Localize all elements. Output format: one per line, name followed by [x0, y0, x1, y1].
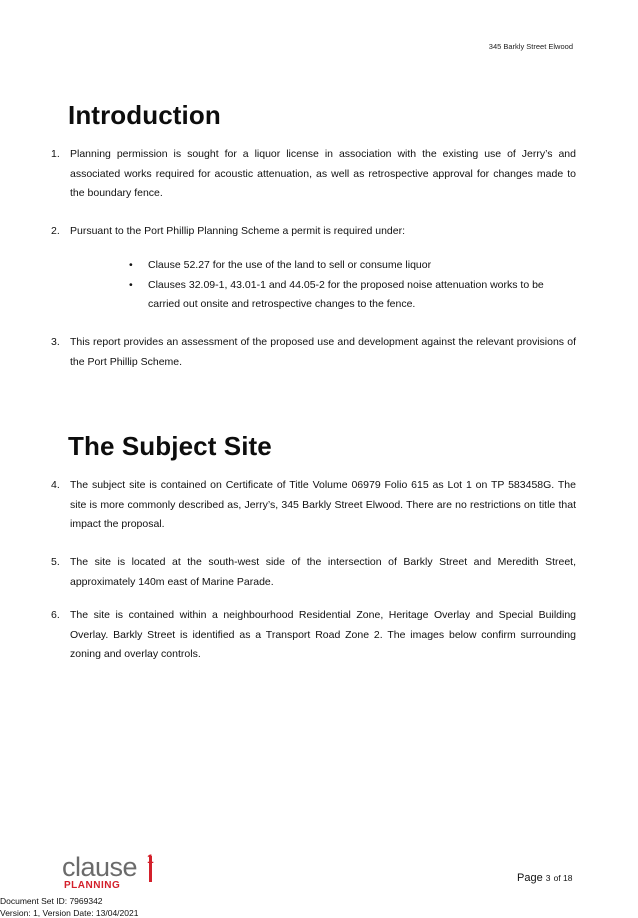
bullet-dot-icon: •	[129, 278, 133, 291]
section-heading-introduction: Introduction	[68, 100, 221, 130]
paragraph-text: The subject site is contained on Certificate of Title Volume 06979 Folio 615 as Lot 1 on TP 583458G. The site is more commonly described as, Jerry’s, 345 Barkly Street Elwood. There are no restrictions on title that impact the proposal.	[70, 479, 576, 530]
bullet-list	[129, 256, 574, 315]
paragraph-4	[51, 476, 576, 535]
logo-wordmark: clause	[62, 852, 138, 882]
paragraph-text: This report provides an assessment of the proposed use and development against the relevant provisions of the Port Phillip Scheme.	[70, 336, 576, 368]
paragraph-text: The site is located at the south-west side of the intersection of Barkly Street and Meredith Street, approximately 140m east of Marine Parade.	[70, 556, 576, 588]
paragraph-text: The site is contained within a neighbourhood Residential Zone, Heritage Overlay and Special Building Overlay. Barkly Street is identified as a Transport Road Zone 2. The images below confirm surrounding zoning and overlay controls.	[70, 609, 576, 660]
clause1-planning-logo	[62, 854, 158, 894]
paragraph-2	[51, 222, 576, 242]
paragraph-3	[51, 333, 576, 372]
paragraph-number: 5.	[51, 556, 60, 568]
bullet-text: Clause 52.27 for the use of the land to sell or consume liquor	[148, 259, 432, 271]
bullet-text: Clauses 32.09-1, 43.01-1 and 44.05-2 for the proposed noise attenuation works to be carried out onsite and retrospective changes to the fence.	[148, 278, 544, 310]
paragraph-1	[51, 145, 576, 204]
header-address: 345 Barkly Street Elwood	[488, 42, 573, 51]
paragraph-number: 4.	[51, 479, 60, 491]
logo-subtitle: PLANNING	[64, 880, 121, 891]
bullet-item	[129, 256, 574, 276]
paragraph-number: 6.	[51, 609, 60, 621]
paragraph-text: Planning permission is sought for a liquor license in association with the existing use of Jerry’s and associated works required for acoustic attenuation, as well as retrospective approval for changes made to the boundary fence.	[70, 148, 576, 199]
page-total: of 18	[553, 873, 573, 883]
page-label: Page	[517, 872, 543, 884]
paragraph-number: 2.	[51, 225, 60, 237]
paragraph-number: 3.	[51, 336, 60, 348]
document-set-id: Document Set ID: 7969342	[0, 896, 103, 906]
paragraph-text: Pursuant to the Port Phillip Planning Scheme a permit is required under:	[70, 225, 406, 237]
page-number	[517, 872, 572, 884]
paragraph-5	[51, 553, 576, 592]
bullet-item	[129, 276, 574, 315]
paragraph-6	[51, 606, 576, 665]
logo-superscript: 1	[147, 852, 154, 866]
bullet-dot-icon: •	[129, 259, 133, 271]
section-heading-subject-site: The Subject Site	[68, 431, 272, 461]
page-current: 3	[545, 873, 551, 883]
document-version: Version: 1, Version Date: 13/04/2021	[0, 908, 139, 918]
paragraph-number: 1.	[51, 148, 60, 160]
